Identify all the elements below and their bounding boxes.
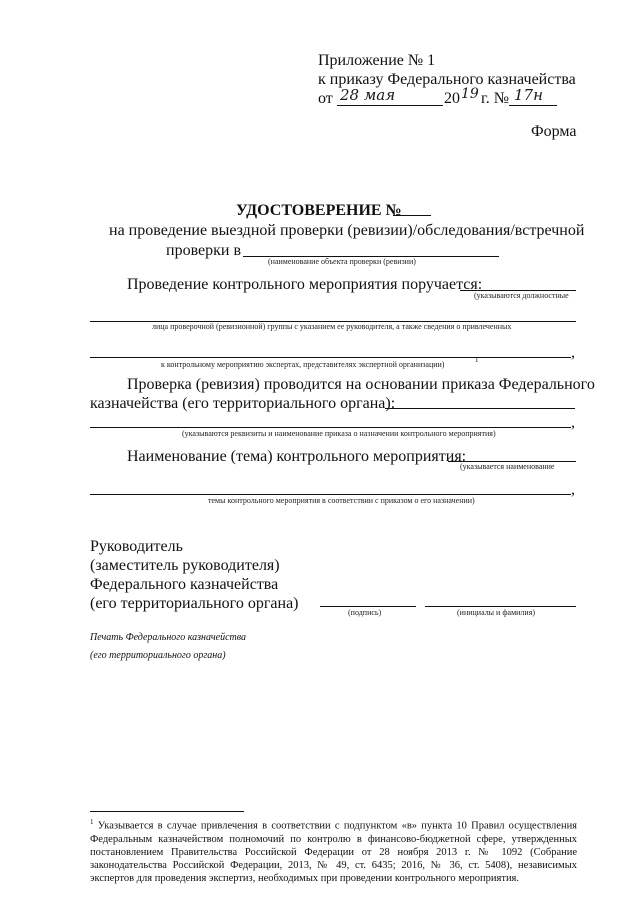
form-label: Форма (531, 123, 577, 140)
signer-line-3: Федерального казначейства (90, 576, 279, 593)
subtitle-line-2: проверки в (166, 242, 242, 259)
footnote-ref: 1 (475, 356, 479, 364)
title-number-line (393, 215, 431, 216)
assign-caption-1: (указываются должностные (474, 291, 569, 300)
date-underline (337, 105, 443, 106)
basis-line-blank-1 (385, 408, 575, 409)
assign-text: Проведение контрольного мероприятия поручается: (127, 276, 483, 293)
topic-caption-1: (указывается наименование (460, 462, 555, 471)
assign-line-3 (90, 357, 571, 358)
basis-line-2: казначейства (его территориального органа): (90, 395, 396, 412)
signer-line-2: (заместитель руководителя) (90, 557, 280, 574)
basis-caption: (указываются реквизиты и наименование приказа о назначении контрольного мероприятия) (182, 429, 496, 438)
assign-caption-2: лица проверочной (ревизионной) группы с указанием ее руководителя, а также сведения о привлеченных (152, 322, 512, 331)
basis-period: , (571, 414, 575, 431)
appendix-year-prefix: 20 (444, 90, 460, 107)
number-handwritten: 17н (514, 86, 543, 104)
date-handwritten: 28 мая (340, 86, 396, 104)
footnote-marker: 1 (90, 818, 94, 826)
footnote-text: Указывается в случае привлечения в соответствии с подпунктом «в» пункта 10 Правил осуществления Федеральным казначейством полномочий по контролю в финансово-бюджетной сфере, утвержденных постановлением Правительства Российской Федерации от 28 ноября 2013 г. № 1092 (Собрание законодательства Российской Федерации, 2013, № 49, ст. 6435; 2016, № 36, ст. 5408), независимых экспертов для проведения экспертиз, необходимых при проведении контрольного мероприятия. (90, 820, 578, 885)
appendix-line-2: к приказу Федерального казначейства (318, 71, 576, 88)
year-handwritten: 19 (461, 86, 479, 102)
topic-period: , (571, 481, 575, 498)
assign-period: , (571, 344, 575, 361)
footnote-separator (90, 811, 244, 812)
appendix-line-1: Приложение № 1 (318, 52, 436, 69)
name-line (425, 606, 576, 607)
subtitle-line-1: на проведение выездной проверки (ревизии)/обследования/встречной (109, 222, 585, 239)
caption-signature: (подпись) (348, 608, 382, 617)
certificate-title: УДОСТОВЕРЕНИЕ № (236, 202, 402, 219)
seal-line-1: Печать Федерального казначейства (90, 632, 246, 643)
topic-line-2 (90, 494, 571, 495)
caption-object: (наименование объекта проверки (ревизии) (268, 257, 416, 266)
seal-line-2: (его территориального органа) (90, 650, 226, 661)
topic-caption-2: темы контрольного мероприятия в соответствии с приказом о его назначении) (208, 496, 475, 505)
topic-text: Наименование (тема) контрольного мероприятия: (127, 448, 467, 465)
signer-line-1: Руководитель (90, 538, 183, 555)
appendix-year-suffix: г. № (481, 90, 510, 107)
appendix-date-prefix: от (318, 90, 333, 107)
basis-line-1: Проверка (ревизия) проводится на основании приказа Федерального (127, 376, 595, 393)
basis-line-blank-2 (90, 427, 571, 428)
footnote (90, 816, 577, 886)
signer-line-4: (его территориального органа) (90, 595, 299, 612)
signature-line (320, 606, 416, 607)
number-underline (509, 105, 557, 106)
assign-caption-3: к контрольному мероприятию экспертах, представителях экспертной организации) (161, 360, 445, 369)
caption-name: (инициалы и фамилия) (457, 608, 536, 617)
